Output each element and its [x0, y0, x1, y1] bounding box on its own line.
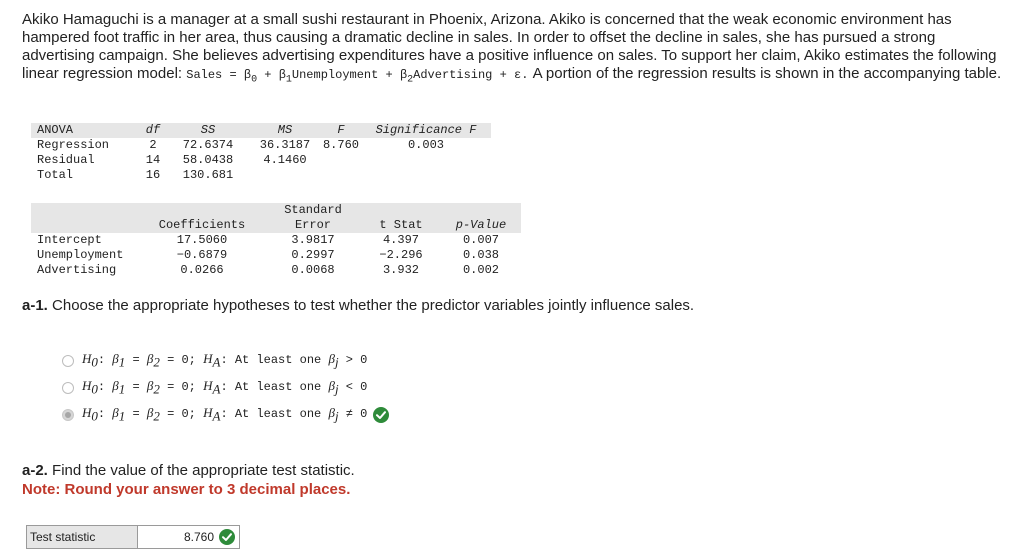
problem-statement [22, 11, 1002, 89]
anova-cell: 16 [145, 168, 161, 182]
coef-header-standard: Standard [265, 203, 361, 218]
anova-header-row [31, 123, 491, 138]
question-a2 [22, 461, 355, 499]
anova-cell: Total [37, 168, 74, 182]
anova-cell: 8.760 [322, 138, 359, 152]
anova-cell: Regression [37, 138, 110, 152]
coef-cell: Intercept [37, 233, 102, 247]
anova-row-total [31, 168, 491, 183]
correct-check-icon [373, 407, 389, 423]
correct-check-icon [219, 529, 235, 545]
anova-cell [361, 168, 491, 183]
regression-model: Sales = $\beta_0$ + $\beta_1Unemployment$ + $\beta_2Advertising + \varepsilon$. [186, 68, 529, 86]
anova-cell [361, 153, 491, 168]
hypothesis-option-1[interactable] [62, 351, 367, 371]
coef-header-pvalue: p-Value [441, 218, 521, 233]
radio-button[interactable] [62, 355, 74, 367]
rounding-note: Note: Round your answer to 3 decimal places. [22, 481, 351, 498]
coef-header-cell [139, 203, 265, 218]
anova-cell: 14 [145, 153, 161, 167]
question-a2-label: a-2. [22, 462, 48, 479]
coef-cell: 0.002 [462, 263, 499, 277]
coef-cell: −0.6879 [176, 248, 228, 262]
intro-text: Akiko Hamaguchi is a manager at a small sushi restaurant in Phoenix, Arizona. Akiko is concerned that the weak economic environment has hampered foot traffic in her area, thus causing a dramatic decline in sales. In order to offset the decline in sales, she has pursued a strong advertising campaign. She believes advertising expenditures have a positive influence on sales. To support her claim, Akiko estimates the following linear regression model: [22, 11, 997, 82]
hypothesis-option-text: $H_0$: $\beta_1 = \beta_2 = 0$; $H_A$: At least one $\beta_j > 0$ [82, 351, 368, 370]
hypothesis-option-text: $H_0$: $\beta_1 = \beta_2 = 0$; $H_A$: At least one $\beta_j \ne 0$ [82, 405, 368, 424]
question-a2-text: Find the value of the appropriate test statistic. [52, 462, 355, 479]
radio-button[interactable] [62, 382, 74, 394]
anova-header-ss: SS [167, 123, 249, 138]
coef-cell: −2.296 [379, 248, 423, 262]
coef-cell: 0.038 [462, 248, 499, 262]
coef-cell: 0.2997 [291, 248, 335, 262]
anova-table [31, 123, 491, 183]
test-statistic-input[interactable] [138, 525, 240, 549]
coef-cell: 0.0266 [180, 263, 224, 277]
anova-cell: 130.681 [182, 168, 234, 182]
coef-header-cell [31, 218, 139, 233]
intro-tail: A portion of the regression results is shown in the accompanying table. [532, 65, 1002, 82]
coef-header-row-1 [31, 203, 521, 218]
coef-row-unemployment [31, 248, 521, 263]
coef-cell: 17.5060 [176, 233, 228, 247]
coef-cell: 3.932 [382, 263, 419, 277]
question-a1-text: Choose the appropriate hypotheses to test whether the predictor variables jointly influence sales. [52, 297, 695, 314]
anova-header-f: F [321, 123, 361, 138]
anova-cell: 72.6374 [182, 138, 234, 152]
coef-header-error: Error [265, 218, 361, 233]
coef-row-advertising [31, 263, 521, 278]
coef-cell: 4.397 [382, 233, 419, 247]
anova-cell: 0.003 [407, 138, 444, 152]
anova-cell [249, 168, 321, 183]
coef-cell: 3.9817 [291, 233, 335, 247]
hypothesis-option-3[interactable] [62, 405, 389, 425]
radio-button-selected[interactable] [62, 409, 74, 421]
coef-cell: Unemployment [37, 248, 124, 262]
coef-header-cell [441, 203, 521, 218]
coef-header-cell [31, 203, 139, 218]
coef-cell: Advertising [37, 263, 117, 277]
anova-header-ms: MS [249, 123, 321, 138]
anova-cell: Residual [37, 153, 95, 167]
anova-cell: 36.3187 [259, 138, 311, 152]
coef-header-coefficients: Coefficients [139, 218, 265, 233]
test-statistic-value: 8.760 [183, 530, 214, 544]
question-a1 [22, 297, 694, 314]
coef-cell: 0.007 [462, 233, 499, 247]
test-statistic-row [26, 525, 240, 549]
anova-cell [321, 153, 361, 168]
anova-cell: 4.1460 [263, 153, 307, 167]
anova-cell: 58.0438 [182, 153, 234, 167]
anova-cell [321, 168, 361, 183]
question-a1-label: a-1. [22, 297, 48, 314]
anova-row-residual [31, 153, 491, 168]
coef-header-row-2 [31, 218, 521, 233]
coefficients-table [31, 203, 521, 278]
anova-cell: 2 [149, 138, 157, 152]
anova-row-regression [31, 138, 491, 153]
coef-cell: 0.0068 [291, 263, 335, 277]
coef-header-cell [361, 203, 441, 218]
hypothesis-option-2[interactable] [62, 378, 367, 398]
anova-header-significance: Significance F [361, 123, 491, 138]
anova-header-df: df [139, 123, 167, 138]
hypothesis-option-text: $H_0$: $\beta_1 = \beta_2 = 0$; $H_A$: At least one $\beta_j < 0$ [82, 378, 368, 397]
coef-row-intercept [31, 233, 521, 248]
anova-header-anova: ANOVA [31, 123, 139, 138]
test-statistic-label: Test statistic [26, 525, 138, 549]
coef-header-tstat: t Stat [361, 218, 441, 233]
